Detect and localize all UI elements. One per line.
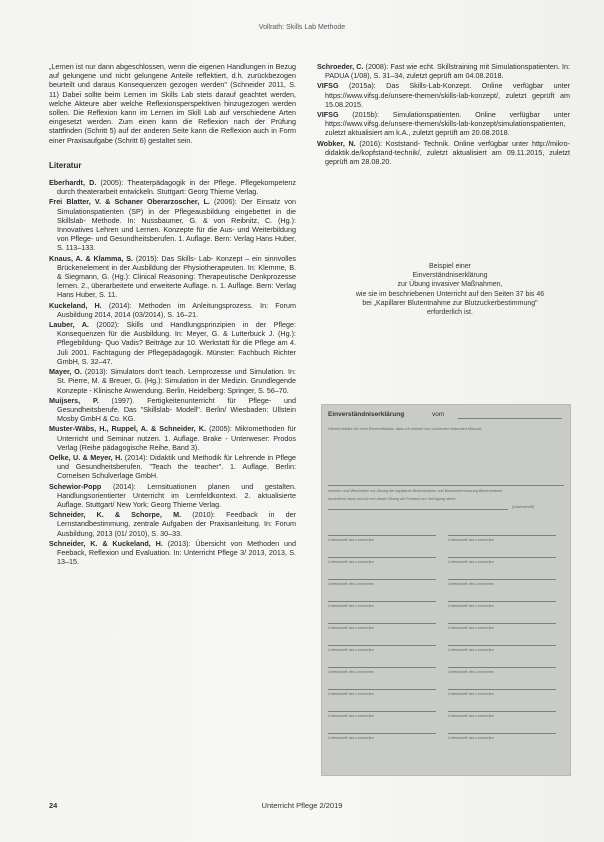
reference-entry <box>49 539 296 567</box>
signature-field-label: Unterschrift des Lernenden <box>328 648 374 652</box>
reference-entry <box>317 139 570 167</box>
signature-field-line <box>448 667 556 668</box>
signature-field-line <box>328 601 436 602</box>
reference-details: (2002): Skills und Handlungsprinzipien in der Pflege: Konsequenzen für die Ausbildung. In: Meyer, G. & Lutterbuck J. (Hg.): Pflegebildung- Quo Vadis? Beiträge zur 10. Werkstatt für die Pflege am 4. Juli 2001. Fachtagung der Pflegepädagogik. Münster: Fachbuch Richter GmbH, S. 32–47. <box>57 320 296 366</box>
reference-entry <box>317 81 570 109</box>
reference-list-right <box>317 62 570 166</box>
signature-suffix: (Unterschrift) <box>512 505 534 509</box>
reference-details: (2008): Fast wie echt. Skillstraining mit Simulationspatienten. In: PADUA (1/08), S. 31–34, zuletzt geprüft am 04.08.2018. <box>325 62 570 81</box>
reference-details: (2014): Methoden im Anleitungsprozess. In: Forum Ausbildung 2014, 2014 (03/2014), S. 16–21. <box>57 300 297 319</box>
running-head: Vollrath: Skills Lab Methode <box>258 24 346 31</box>
reference-author: Oelke, U. & Meyer, H. <box>49 452 123 462</box>
form-text-line: Hiermit erkläre ich mein Einverständnis, dass ich meinen von Lehrenden betreuten Mitschü- <box>328 427 483 431</box>
form-date-label: vom <box>432 411 445 418</box>
signature-field-label: Unterschrift des Lernenden <box>328 670 374 674</box>
form-text-line: durchführe lasse und ich bei dieser Übung als Proband zur Verfügung stehe. <box>328 497 457 501</box>
caption-line: wie sie im beschriebenen Unterricht auf den Seiten 37 bis 46 <box>355 290 545 298</box>
signature-field-label: Unterschrift des Lernenden <box>448 560 494 564</box>
reference-author: Mayer, O. <box>49 367 82 377</box>
signature-field-line <box>448 711 556 712</box>
signature-field-label: Unterschrift des Lernenden <box>328 604 374 608</box>
signature-field-label: Unterschrift des Lernenden <box>328 692 374 696</box>
signature-field-label: Unterschrift des Lernenden <box>448 626 494 630</box>
reference-author: Kuckeland, H. <box>49 300 102 310</box>
reference-author: Schneider, K. & Schorpe, M. <box>49 510 182 520</box>
reference-entry <box>49 197 296 252</box>
reference-details: (2006): Der Einsatz von Simulationspatienten (SP) in der Pflegeausbildung eingebettet in die Skillslab- Methode. In: Nussbaumer, G. & von Reibnitz, C. (Hg.): Innovatives Lehren und Lernen. Konzepte für die Aus- und Weiterbildung von Pflege- und Gesundheitsberufen. 1. Auflage. Bern: Verlag Hans Huber, S. 113–133. <box>57 197 296 253</box>
reference-details: (2016): Koststand- Technik. Online verfügbar unter http://mikro-didaktik.de/kopfstand-technik/, zuletzt aktualisiert am 09.11.2015, zuletzt geprüft am 28.08.20. <box>325 138 570 167</box>
reference-author: Frei Blatter, V. & Schaner Oberarzoscher, L. <box>49 197 210 207</box>
reference-author: Wobker, N. <box>317 138 356 148</box>
signature-field-line <box>448 601 556 602</box>
reference-entry <box>49 453 296 481</box>
left-column <box>49 62 296 567</box>
reference-details: (2005): Mikromethoden für Unterricht und Seminar nutzen. 1. Auflage. Brake - Unterweser: Prodos Verlag (Reihe pädagogische Reihe, Band 3). <box>57 424 296 452</box>
signature-field-line <box>328 623 436 624</box>
reference-details: (1997). Fertigkeitenunterricht für Pflege- und Gesundheitsberufe. Das "Skillslab- Modell". Berlin/ Wiesbaden: Ullstein Mosby GmbH & Co. KG. <box>57 395 296 424</box>
reference-entry <box>49 482 296 510</box>
signature-field-line <box>328 535 436 536</box>
signature-field-line <box>448 645 556 646</box>
reference-author: Knaus, A. & Klamma, S. <box>49 253 134 263</box>
reference-entry <box>49 396 296 424</box>
signature-field-label: Unterschrift des Lernenden <box>448 670 494 674</box>
reference-author: Muijsers, P. <box>49 395 99 405</box>
reference-entry <box>49 510 296 538</box>
reference-author: Muster-Wäbs, H., Ruppel, A. & Schneider, K. <box>49 424 206 434</box>
reference-details: (2015b): Simulationspatienten. Online verfügbar unter https://www.vifsg.de/unsere-themen/skills-lab-konzept/simulationspatienten, zuletzt aktualisiert am k.A., zuletzt geprüft am 20.08.2018. <box>325 110 570 138</box>
date-line <box>458 418 562 419</box>
reference-author: VIFSG <box>317 81 339 91</box>
form-text-line: lerinnen und Mitschülern zur Übung der kapillaren Blutentnahme und Blutzuckermessung Blutentnahme <box>328 489 503 493</box>
reference-entry <box>49 301 296 319</box>
signature-field-line <box>328 689 436 690</box>
form-title-text: Einverständniserklärung <box>328 411 405 418</box>
signature-field-label: Unterschrift des Lernenden <box>448 736 494 740</box>
reference-author: Eberhardt, D. <box>49 178 97 188</box>
signature-field-line <box>328 557 436 558</box>
form-caption <box>350 262 550 317</box>
journal-footer: Unterricht Pflege 2/2019 <box>261 801 343 810</box>
signature-field-line <box>328 667 436 668</box>
signature-field-line <box>448 623 556 624</box>
signature-field-label: Unterschrift des Lernenden <box>448 604 494 608</box>
right-column <box>317 62 570 167</box>
signature-field-line <box>448 557 556 558</box>
caption-line: erforderlich ist. <box>427 309 473 317</box>
signature-field-label: Unterschrift des Lernenden <box>328 736 374 740</box>
reference-author: Schneider, K. & Kuckeland, H. <box>49 538 163 548</box>
reference-author: Lauber, A. <box>49 320 89 330</box>
signature-field-label: Unterschrift des Lernenden <box>328 560 374 564</box>
signature-field-line <box>448 689 556 690</box>
reference-entry <box>49 320 296 366</box>
signature-field-label: Unterschrift des Lernenden <box>328 714 374 718</box>
page-number: 24 <box>49 801 58 810</box>
signature-field-label: Unterschrift des Lernenden <box>448 582 494 586</box>
signature-field-line <box>328 711 436 712</box>
reference-details: (2014): Lernsituationen planen und gestalten. Handlungsorientierter Unterricht im Lernfeldkontext. 2. aktualisierte Auflage. Stuttgart/ New York: Georg Thieme Verlag. <box>57 481 297 509</box>
reference-author: Schewior-Popp <box>49 481 102 491</box>
reference-list-left <box>49 178 296 566</box>
reference-entry <box>317 110 570 138</box>
reference-entry <box>49 367 296 395</box>
reference-details: (2005): Theaterpädagogik in der Pflege. Pflegekompetenz durch theaterarbeit entwickeln. Stuttgart: Georg Thieme Verlag. <box>57 178 296 197</box>
reference-details: (2013): Simulators don't teach. Lernprozesse und Simulation. In: St. Pierre, M. & Breuer, G. (Hg.): Simulation in der Medizin. Grundlegende Konzepte - Klinische Anwendung. Berlin, Heidelberg: Springer, S. 56–70. <box>57 367 296 395</box>
caption-line: zur Übung invasiver Maßnahmen, <box>397 281 503 289</box>
signature-line <box>328 509 508 510</box>
form-title <box>328 411 444 418</box>
signature-field-label: Unterschrift des Lernenden <box>328 582 374 586</box>
reference-details: (2013): Übersicht von Methoden und Feeback, Reflexion und Evaluation. In: Unterricht Pflege 3/ 2013, 2013, S. 13–15. <box>57 538 297 567</box>
signature-field-line <box>328 733 436 734</box>
consent-form <box>321 404 571 776</box>
signature-field-line <box>448 535 556 536</box>
signature-field-label: Unterschrift des Lernenden <box>448 692 494 696</box>
reference-entry <box>49 424 296 452</box>
signature-field-line <box>328 645 436 646</box>
signature-field-line <box>448 733 556 734</box>
reference-details: (2015): Das Skills- Lab- Konzept – ein sinnvolles Brückenelement in der Ausbildung der Physiotherapeuten. In: Klemme, B. & Siegmann, G. (Hg.): Clinical Reasoning: Therapeutische Denkprozesse lernen. 2., überarbeitete und erweiterte Auflage. n. 1. Auflage. Bern: Verlag Hans Huber, S. 11. <box>57 253 296 300</box>
signature-field-label: Unterschrift des Lernenden <box>448 538 494 542</box>
reference-author: VIFSG <box>317 110 339 120</box>
signature-field-label: Unterschrift des Lernenden <box>448 714 494 718</box>
signature-field-label: Unterschrift des Lernenden <box>328 626 374 630</box>
caption-line: Beispiel einer <box>428 263 472 270</box>
signature-field-label: Unterschrift des Lernenden <box>328 538 374 542</box>
reference-entry <box>49 254 296 300</box>
signature-field-line <box>448 579 556 580</box>
caption-line: bei „Kapillarer Blutentnahme zur Blutzuckerbestimmung" <box>362 299 538 307</box>
reference-details: (2010): Feedback in der Lernstandbestimmung, zentrale Aufgaben der Praxisanleitung. In: Forum Ausbildung, 2013 (01/ 2010), S. 30–33. <box>57 510 297 538</box>
signature-field-line <box>328 579 436 580</box>
reference-entry <box>49 178 296 196</box>
signature-field-label: Unterschrift des Lernenden <box>448 648 494 652</box>
caption-line: Einverständniserklärung <box>412 272 488 280</box>
name-line <box>328 485 564 486</box>
intro-paragraph: „Lernen ist nur dann abgeschlossen, wenn die eigenen Handlungen in Bezug auf gelungene und nicht gelungene Anteile reflektiert, d.h. zurückbezogen beurteilt und daraus Konsequenzen gezogen werden" (Schneider 2011, S. 11) Dabei sollte beim Lernen im Skills Lab stets darauf geachtet werden, welche Akteure aber welche Reflexionsperspektiven hinzugezogen werden sollen. Die Reflexion kann im Lernen im Skill Lab auf verschiedene Arten eingesetzt werden. Zum einen kann die Reflexion nach der Prüfung stattfinden (Schritt 5) auf der anderen Seite kann die Reflexion auch in Form einer Praxisaufgabe (Schritt 6) gestaltet sein. <box>49 62 296 145</box>
reference-entry <box>317 62 570 80</box>
literature-heading: Literatur <box>49 160 82 170</box>
reference-author: Schroeder, C. <box>317 62 364 71</box>
reference-details: (2014): Didaktik und Methodik für Lehrende in Pflege und Gesundheitsberufen. "Teach the teacher". 1. Auflage. Berlin: Cornelsen Schulverlage GmbH. <box>57 452 296 481</box>
reference-details: (2015a): Das Skills-Lab-Konzept. Online verfügbar unter https://www.vifsg.de/unsere-themen/skills-lab-konzept/, zuletzt geprüft am 15.08.2015. <box>325 81 570 109</box>
